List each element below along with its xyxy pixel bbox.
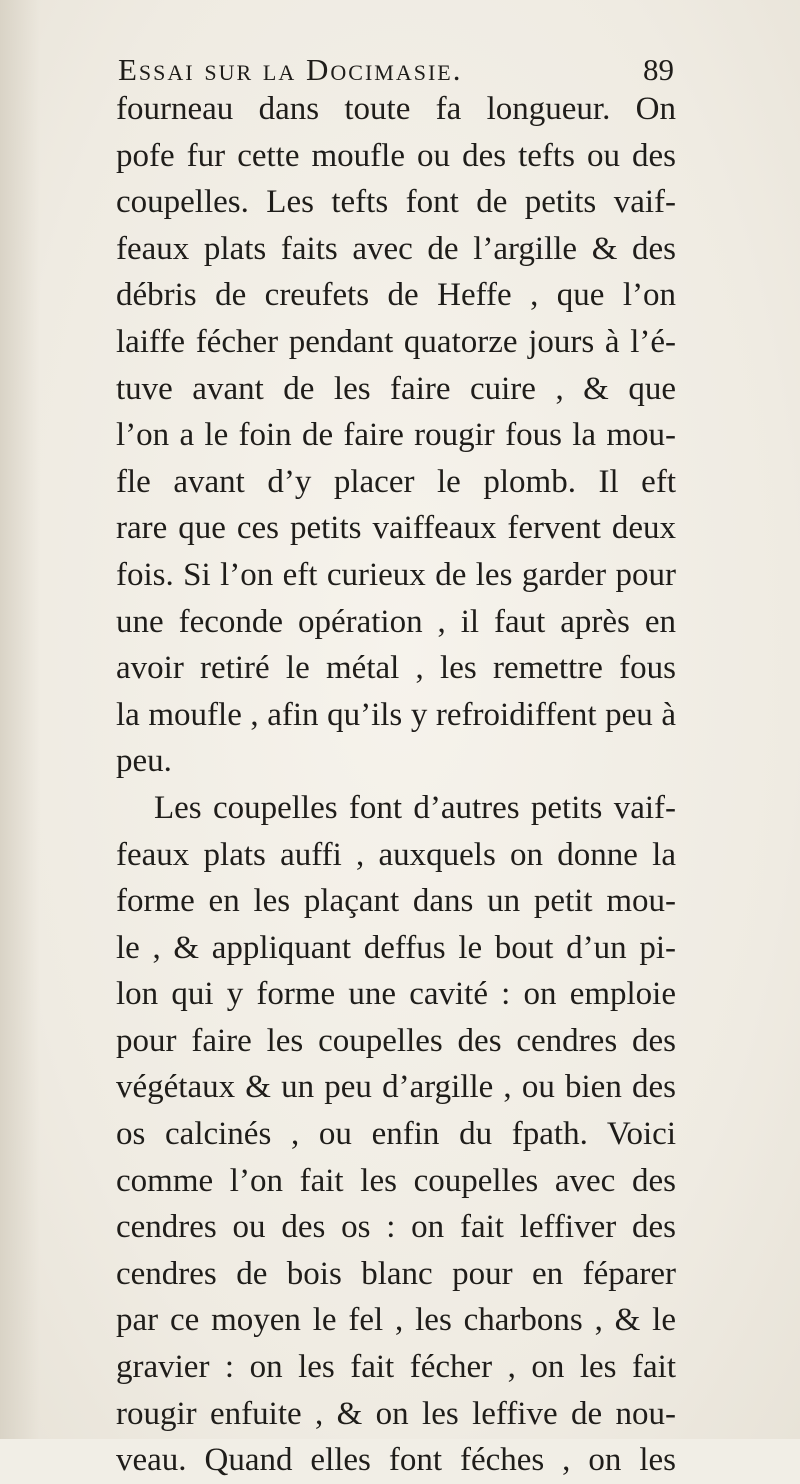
text-line: comme l’on fait les coupelles avec des	[116, 1162, 676, 1199]
paragraph-start-line: Les coupelles font d’autres petits vaif-	[154, 789, 676, 826]
text-line: pofe fur cette moufle ou des tefts ou des	[116, 137, 676, 174]
text-line: débris de creufets de Heffe , que l’on	[116, 277, 676, 314]
text-line: rare que ces petits vaiffeaux fervent deux	[116, 510, 676, 547]
text-line: gravier : on les fait fécher , on les fait	[116, 1349, 676, 1386]
text-line: avoir retiré le métal , les remettre fous	[116, 650, 676, 687]
running-head	[110, 52, 674, 88]
text-line: rougir enfuite , & on les leffive de nou-	[116, 1395, 676, 1432]
text-line: fle avant d’y placer le plomb. Il eft	[116, 463, 676, 500]
text-line: la moufle , afin qu’ils y refroidiffent peu à	[116, 696, 676, 733]
text-line: forme en les plaçant dans un petit mou-	[116, 883, 676, 920]
text-line: coupelles. Les tefts font de petits vaif-	[116, 184, 676, 221]
page-gutter-shadow	[0, 0, 40, 1439]
text-line: l’on a le foin de faire rougir fous la mou-	[116, 417, 676, 454]
text-line: fois. Si l’on eft curieux de les garder pour	[116, 556, 676, 593]
text-line: par ce moyen le fel , les charbons , & le	[116, 1302, 676, 1339]
text-line: fourneau dans toute fa longueur. On	[116, 91, 676, 127]
text-line: feaux plats faits avec de l’argille & des	[116, 230, 676, 267]
text-line: le , & appliquant deffus le bout d’un pi-	[116, 929, 676, 966]
body-text	[116, 86, 676, 1484]
text-line: laiffe fécher pendant quatorze jours à l’é-	[116, 323, 676, 360]
text-line: tuve avant de les faire cuire , & que	[116, 370, 676, 407]
text-line: une feconde opération , il faut après en	[116, 603, 676, 640]
text-line: veau. Quand elles font féches , on les	[116, 1442, 676, 1479]
running-head-title: Essai sur la Docimasie.	[118, 52, 463, 87]
page-number: 89	[643, 52, 674, 87]
text-line: cendres de bois blanc pour en féparer	[116, 1255, 676, 1292]
text-line: os calcinés , ou enfin du fpath. Voici	[116, 1116, 676, 1153]
paragraph-end-line: peu.	[116, 743, 172, 780]
text-line: pour faire les coupelles des cendres des	[116, 1022, 676, 1059]
text-line: cendres ou des os : on fait leffiver des	[116, 1209, 676, 1246]
text-line: lon qui y forme une cavité : on emploie	[116, 976, 676, 1013]
text-line: feaux plats auffi , auxquels on donne la	[116, 836, 676, 873]
text-line: végétaux & un peu d’argille , ou bien des	[116, 1069, 676, 1106]
